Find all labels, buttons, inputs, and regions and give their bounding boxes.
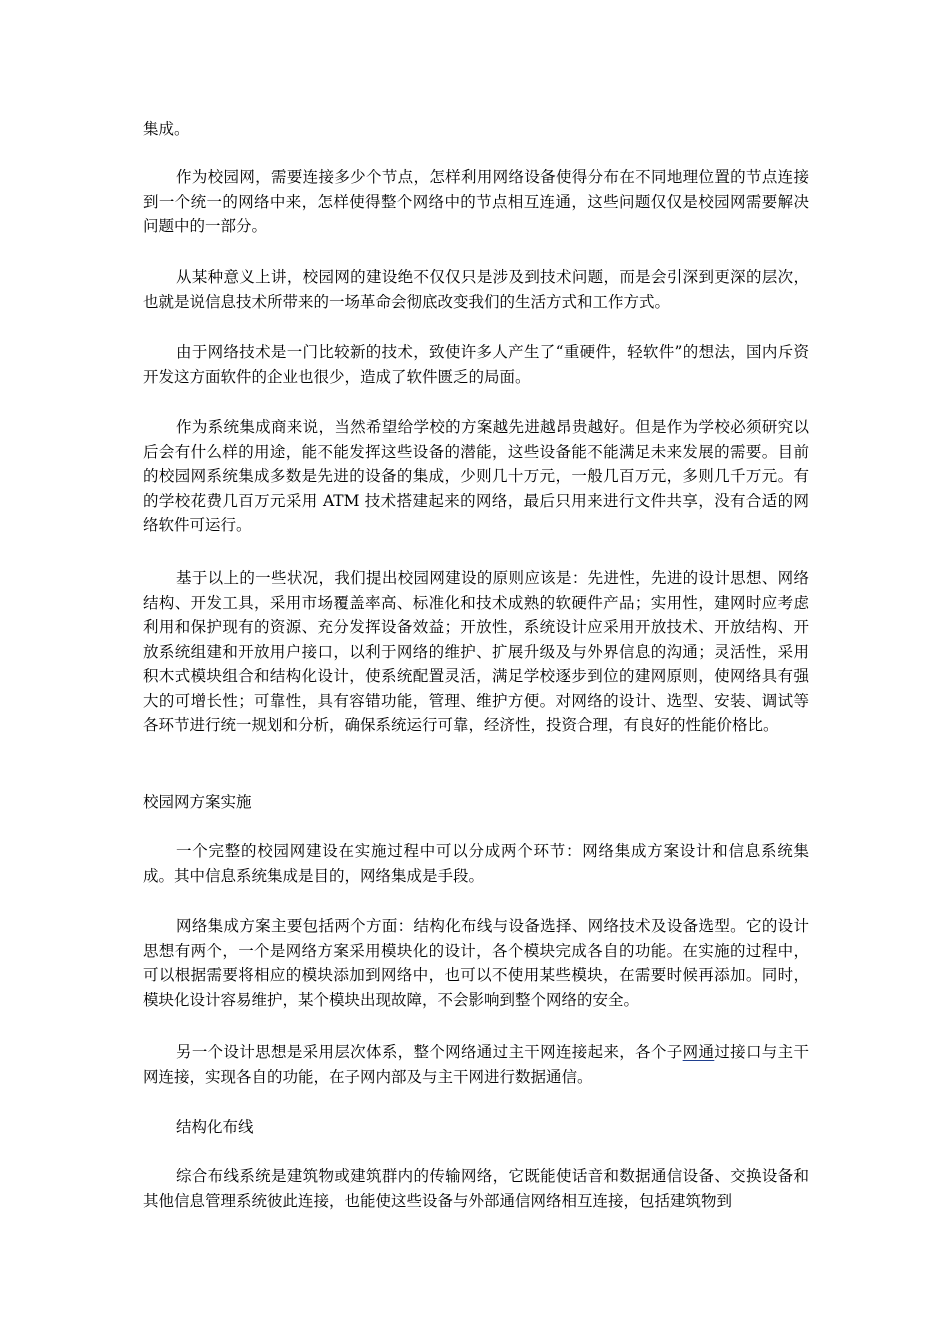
paragraph-1: 集成。 <box>143 120 190 138</box>
section-heading-structured-cabling: 结构化布线 <box>176 1118 254 1136</box>
paragraph-9-text-after: 过接口与主干网连接，实现各自的功能，在子网内部及与主干网进行数据通信。 <box>143 1043 809 1086</box>
paragraph-8: 网络集成方案主要包括两个方面：结构化布线与设备选择、网络技术及设备选型。它的设计思想有两个，一个是网络方案采用模块化的设计，各个模块完成各自的功能。在实施的过程中，可以根据需要将相应的模块添加到网络中，也可以不使用某些模块，在需要时候再添加。同时，模块化设计容易维护，某个模块出现故障，不会影响到整个网络的安全。 <box>143 917 809 1009</box>
paragraph-2: 作为校园网，需要连接多少个节点，怎样利用网络设备使得分布在不同地理位置的节点连接到一个统一的网络中来，怎样使得整个网络中的节点相互连通，这些问题仅仅是校园网需要解决问题中的一部分。 <box>143 168 809 235</box>
hyperlink-wangtong[interactable]: 网通 <box>682 1043 715 1061</box>
paragraph-9-text-before: 另一个设计思想是采用层次体系，整个网络通过主干网连接起来，各个子 <box>176 1043 683 1061</box>
paragraph-6: 基于以上的一些状况，我们提出校园网建设的原则应该是：先进性，先进的设计思想、网络结构、开发工具，采用市场覆盖率高、标准化和技术成熟的软硬件产品；实用性，建网时应考虑利用和保护现有的资源、充分发挥设备效益；开放性，系统设计应采用开放技术、开放结构、开放系统组建和开放用户接口，以利于网络的维护、扩展升级及与外界信息的沟通；灵活性，采用积木式模块组合和结构化设计，使系统配置灵活，满足学校逐步到位的建网原则，使网络具有强大的可增长性；可靠性，具有容错功能，管理、维护方便。对网络的设计、选型、安装、调试等各环节进行统一规划和分析，确保系统运行可靠，经济性，投资合理，有良好的性能价格比。 <box>143 569 809 734</box>
paragraph-10: 综合布线系统是建筑物或建筑群内的传输网络，它既能使话音和数据通信设备、交换设备和其他信息管理系统彼此连接，也能使这些设备与外部通信网络相互连接，包括建筑物到 <box>143 1167 809 1210</box>
paragraph-7: 一个完整的校园网建设在实施过程中可以分成两个环节：网络集成方案设计和信息系统集成。其中信息系统集成是目的，网络集成是手段。 <box>143 842 809 885</box>
paragraph-4: 由于网络技术是一门比较新的技术，致使许多人产生了“重硬件，轻软件”的想法，国内斥资开发这方面软件的企业也很少，造成了软件匮乏的局面。 <box>143 343 809 386</box>
paragraph-5: 作为系统集成商来说，当然希望给学校的方案越先进越昂贵越好。但是作为学校必须研究以后会有什么样的用途，能不能发挥这些设备的潜能，这些设备能不能满足未来发展的需要。目前的校园网系统集成多数是先进的设备的集成，少则几十万元，一般几百万元，多则几千万元。有的学校花费几百万元采用 ATM 技术搭建起来的网络，最后只用来进行文件共享，没有合适的网络软件可运行。 <box>143 418 809 534</box>
section-heading-campus-network: 校园网方案实施 <box>143 793 252 811</box>
paragraph-9 <box>143 1040 809 1089</box>
paragraph-3: 从某种意义上讲，校园网的建设绝不仅仅只是涉及到技术问题，而是会引深到更深的层次，也就是说信息技术所带来的一场革命会彻底改变我们的生活方式和工作方式。 <box>143 268 809 311</box>
